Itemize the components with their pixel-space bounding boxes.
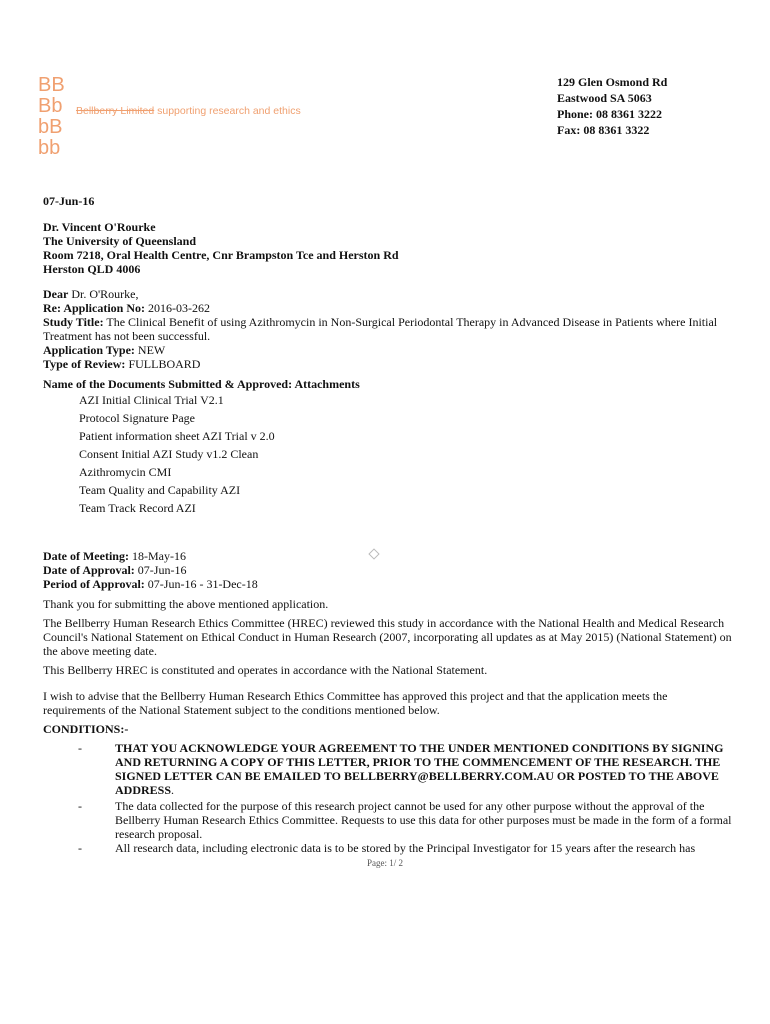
list-item: Azithromycin CMI (79, 465, 172, 479)
condition-item (78, 841, 733, 855)
re-label: Re: Application No: (43, 301, 145, 315)
condition-dash: - (78, 741, 82, 755)
review-value: FULLBOARD (125, 357, 201, 371)
logo-line-2: Bb (38, 95, 63, 117)
attachments-list (79, 391, 275, 517)
approval-date (43, 563, 186, 577)
salutation-label: Dear (43, 287, 69, 301)
list-item: Patient information sheet AZI Trial v 2.0 (79, 429, 275, 443)
list-item: Protocol Signature Page (79, 411, 195, 425)
bellberry-logo-mark (38, 75, 78, 159)
recipient-org: The University of Queensland (43, 234, 197, 248)
re-value: 2016-03-262 (145, 301, 210, 315)
logo-tagline (76, 105, 301, 117)
body-paragraph-2: The Bellberry Human Research Ethics Committee (HREC) reviewed this study in accordance with the National Health and Medical Research Council's National Statement on Ethical Conduct in Human Research (2007, incorporating all updates as at May 2015) (National Statement) on the above meeting date. (43, 616, 732, 658)
period-value: 07-Jun-16 - 31-Dec-18 (144, 577, 258, 591)
recipient-name: Dr. Vincent O'Rourke (43, 220, 156, 234)
address-phone: Phone: 08 8361 3222 (557, 107, 662, 121)
address-fax: Fax: 08 8361 3322 (557, 123, 650, 137)
recipient-city: Herston QLD 4006 (43, 262, 141, 276)
list-item: Team Track Record AZI (79, 501, 196, 515)
list-item: Consent Initial AZI Study v1.2 Clean (79, 447, 259, 461)
approval-label: Date of Approval: (43, 563, 135, 577)
salutation-value: Dr. O'Rourke, (68, 287, 139, 301)
condition-text: The data collected for the purpose of this research project cannot be used for any other purpose without the approval of the Bellberry Human Research Ethics Committee. Requests to use this data for other purposes must be made in the form of a formal research proposal. (115, 799, 732, 841)
study-title (43, 315, 733, 343)
condition-item (78, 799, 733, 841)
review-label: Type of Review: (43, 357, 126, 371)
list-item: AZI Initial Clinical Trial V2.1 (79, 393, 224, 407)
condition-text: All research data, including electronic data is to be stored by the Principal Investigator for 15 years after the research has (115, 841, 696, 855)
body-paragraph-4: I wish to advise that the Bellberry Human Research Ethics Committee has approved this project and that the application meets the requirements of the National Statement subject to the conditions mentioned below. (43, 689, 668, 717)
diamond-marker-icon (368, 548, 379, 559)
recipient-room: Room 7218, Oral Health Centre, Cnr Brampston Tce and Herston Rd (43, 248, 399, 262)
condition-item (78, 741, 733, 797)
meeting-value: 18-May-16 (128, 549, 186, 563)
condition-suffix: . (171, 783, 175, 797)
application-number (43, 301, 210, 315)
meeting-date (43, 549, 186, 563)
sender-address (557, 74, 667, 138)
study-value: The Clinical Benefit of using Azithromycin in Non-Surgical Periodontal Therapy in Advanced Disease in Patients where Initial Treatment has not been successful. (43, 315, 718, 343)
letter-date: 07-Jun-16 (43, 194, 95, 208)
documents-heading: Name of the Documents Submitted & Approved: Attachments (43, 377, 360, 391)
conditions-heading: CONDITIONS:- (43, 722, 129, 736)
salutation (43, 287, 138, 301)
logo-line-3: bB (38, 116, 63, 138)
period-label: Period of Approval: (43, 577, 145, 591)
body-paragraph-1: Thank you for submitting the above mentioned application. (43, 597, 329, 611)
application-type (43, 343, 165, 357)
logo-line-4: bb (38, 137, 61, 159)
approval-value: 07-Jun-16 (134, 563, 187, 577)
type-label: Application Type: (43, 343, 135, 357)
page-number: Page: 1/ 2 (367, 858, 403, 868)
approval-period (43, 577, 258, 591)
condition-text: THAT YOU ACKNOWLEDGE YOUR AGREEMENT TO THE UNDER MENTIONED CONDITIONS BY SIGNING AND RETURNING A COPY OF THIS LETTER, PRIOR TO THE COMMENCEMENT OF THE RESEARCH. THE SIGNED LETTER CAN BE EMAILED TO BELLBERRY@BELLBERRY.COM.AU OR POSTED TO THE ABOVE ADDRESS (115, 741, 724, 797)
list-item: Team Quality and Capability AZI (79, 483, 241, 497)
tagline-rest: supporting research and ethics (154, 105, 301, 117)
logo-line-1: BB (38, 74, 65, 96)
study-label: Study Title: (43, 315, 104, 329)
review-type (43, 357, 200, 371)
condition-dash: - (78, 841, 82, 855)
type-value: NEW (134, 343, 166, 357)
condition-dash: - (78, 799, 82, 813)
tagline-company: Bellberry Limited (76, 105, 155, 117)
address-suburb: Eastwood SA 5063 (557, 91, 652, 105)
body-paragraph-3: This Bellberry HREC is constituted and operates in accordance with the National Statement. (43, 663, 488, 677)
meeting-label: Date of Meeting: (43, 549, 129, 563)
address-street: 129 Glen Osmond Rd (557, 75, 668, 89)
